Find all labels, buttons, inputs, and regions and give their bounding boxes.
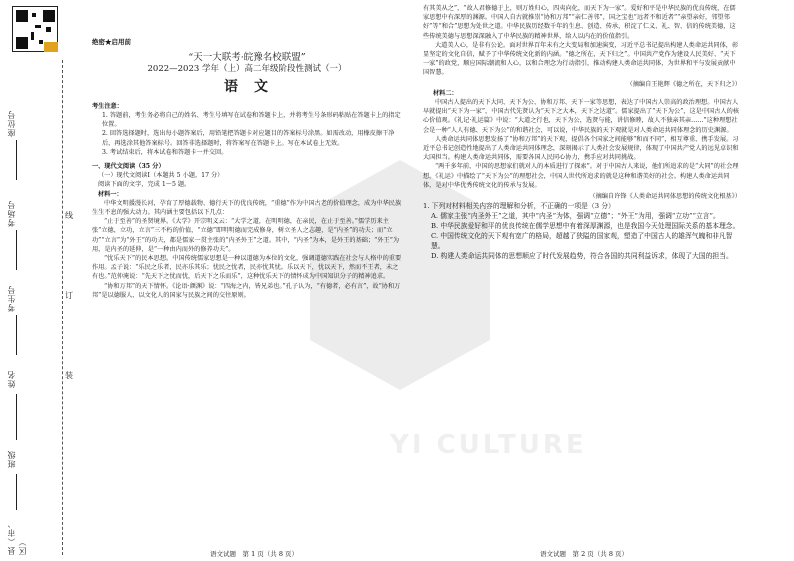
paragraph: “协和万邦”的天下情怀。《论语·颜渊》说：“四海之内，皆兄弟也。”孔子认为，“有德者，必有言”，故“协和万邦”是以德服人、以文化人的国家与民族之间的交往原则。	[92, 282, 401, 299]
option-a: A. 儒家主张“内圣外王”之道，其中“内圣”为体，强调“立德”；“外王”为用，强调“立功”“立言”。	[431, 212, 720, 221]
paragraph: 中华文明援漫长河，孕育了厚德载物、德行天下的优良传统，“重德”作为中国古老的价值理念，成为中华民族生生不息的强大动力。其内涵主要包括以下几点：	[92, 199, 402, 217]
qr-badge	[44, 42, 58, 52]
option-c: C. 中国传统文化的天下观有宽广的格局，超越了狭隘的国家观，塑造了中国古人的雄浑气魄和非凡智慧。	[431, 232, 733, 251]
paragraph: 人类命运共同体思想发扬了“协和万邦”的天下观，提倡各个国家之间能够“和而不同”，相互尊重、携手发展。习近平总书记创造性地提出了人类命运共同体理念，深刻揭示了人类社会发展规律，体现了中国共产党人的远见卓识和大国担当。构建人类命运共同体，需要各国人民同心协力，携手应对共同挑战。	[423, 135, 739, 162]
candidate-number-field: 考生号	[6, 285, 46, 355]
paragraph: 中国古人提出的天下大同、天下为公、协和万邦、天下一家等思想，表达了中国古人崇高的政治理想。中国古人早就提出“天下为一家”，中国古代先贤认为“天下之大本，天下之达道”。儒家提出了“天下为公”，这是中国古人的核心价值观。《礼记·礼运篇》中说：“大道之行也，天下为公，选贤与能，讲信修睦，故人不独亲其亲……”这种理想社会是一种“人人有德、天下为公”的和谐社会，可以说，中华民族的天下观就是对人类命运共同体理念的历史渊源。	[423, 99, 739, 134]
subsection-title: （一）现代文阅读Ⅰ（本题共 5 小题，17 分）	[98, 172, 224, 180]
notes-list	[92, 111, 402, 157]
class-field: 班级	[6, 450, 46, 510]
qr-code	[12, 6, 58, 52]
watermark-text: YI CULTURE	[390, 430, 587, 460]
page-right	[423, 4, 741, 261]
paragraph: “忧乐天下”的民本思想。中国传统儒家思想是一种以道德为本位的文化，强调道德实践在社会与人格中的重要作用。孟子说：“乐民之乐者，民亦乐其乐；忧民之忧者，民亦忧其忧。乐以天下，忧以天下，然而不王者，未之有也。”范仲淹说：“先天下之忧而忧，后天下之乐而乐”，这种忧乐天下的情怀成为中国知识分子的精神追求。	[92, 255, 402, 281]
notes-title: 考生注意：	[92, 102, 123, 110]
paragraph: “止于至善”的圣贤境界。《大学》开宗明义云：“大学之道，在明明德，在亲民，在止于至善。”儒学历来主张“立德，立功，立言”三不朽的价值，“立德”即明明德而完成修身，树立圣人之志趣，是“内圣”的功夫；而“立功”“立言”为“外王”的功夫，都是儒家一贯主张的“内圣外王”之道。其中，“内圣”为本，是外王的基础；“外王”为用，是内圣的延伸，是“一种由内而外的修养功夫”。	[92, 218, 400, 253]
exam-room-field: 考场号	[6, 200, 46, 270]
footer-right: 语文试题 第 2 页（共 8 页）	[540, 550, 629, 558]
instruction: 阅读下面的文字，完成 1～5 题。	[98, 181, 191, 189]
alliance-title: “天一大联考·皖豫名校联盟”	[188, 52, 306, 64]
note-item: 2. 回答选择题时，选出每小题答案后，用铅笔把答题卡对应题目的答案标号涂黑。如需改动，用橡皮擦干净后，再选涂其他答案标号。回答非选择题时，将答案写在答题卡上。写在本试卷上无效。	[102, 130, 395, 147]
secret-label: 绝密★启用前	[92, 38, 131, 46]
binding-dashed-line	[62, 60, 63, 555]
county-field: 县（市、区）	[7, 519, 27, 555]
note-item: 1. 答题前，考生务必将自己的姓名、考生号填写在试卷和答题卡上，并将考生号条形码粘贴在答题卡上的指定位置。	[102, 112, 401, 129]
seat-number-field: 座位号	[6, 110, 46, 180]
source-citation: （摘编自王艳辉《德之所在，天下归之》）	[626, 80, 741, 88]
exam-title: 2022—2023 学年（上）高二年级阶段性测试（一）	[147, 64, 347, 75]
material-title: 材料一：	[98, 190, 123, 198]
option-b: B. 中华民族爱好和平的优良传统在儒学思想中有着深厚渊源，也是我国今天处理国际关系的基本理念。	[431, 222, 740, 231]
paragraph: 有其美从之”，“故人君修德于上，则万姓归心，四夷向化，而天下为一家”。爱好和平是中华民族的优良传统，在儒家思想中有深厚的渊源。中国人自古就推崇“协和万邦”“亲仁善邻”，国之宝也“远者不和近者”“亲望亲好，邻望邻好”等“和合”思想为处世之道。中华民族历经数千年的生息、创造、传承，积淀了仁义、礼、智、信的传统美德，这些传统美德与思想深深融入了中华民族的精神世界，给人以内在的价值指引。	[423, 5, 736, 40]
mark-xian: 线	[65, 211, 73, 220]
page-left	[92, 38, 402, 300]
material-title: 材料二：	[433, 89, 458, 97]
mark-zhuang: 装	[65, 371, 73, 380]
source-citation: （摘编自许锋《人类命运共同体思想的传统文化根基》）	[589, 193, 741, 201]
name-field: 姓名	[6, 370, 46, 440]
paragraph: “两千多年前，中国的思想家们就对人的本质进行了探索”。对于中国古人来说，他们所追求的是“大同”的社会理想。《礼运》中描绘了“天下为公”的理想社会，中国人世代所追求的就是这种和谐美好的社会。构建人类命运共同体，是对中华优秀传统文化的传承与发展。	[423, 163, 739, 189]
paragraph: 大道美人心，是非有公论。面对世界百年未有之大变局和加速演变，习近平总书记提出构建人类命运共同体，彰显坚定的文化自信，赋予了中华传统文化新的内涵。“德之所在，天下归之”。中国共产党作为建设人民美好、“天下一家”的政党，顺应国际潮流和人心，以和合理念为行动指引，推动构建人类命运共同体，为世界和平与发展贡献中国智慧。	[423, 41, 739, 77]
question-stem: 1. 下列对材料相关内容的理解和分析，不正确的一项是（3 分）	[423, 202, 615, 211]
binding-strip	[0, 60, 73, 555]
subject-title: 语文	[224, 78, 284, 95]
option-d: D. 构建人类命运共同体的思想顺应了时代发展趋势，符合各国的共同利益诉求，体现了大国的担当。	[431, 252, 733, 261]
footer-left: 语文试题 第 1 页（共 8 页）	[210, 550, 299, 558]
mark-ding: 订	[65, 291, 73, 300]
question-1	[423, 201, 741, 261]
section-title: 一、现代文阅读（35 分）	[92, 163, 165, 171]
note-item: 3. 考试结束后，将本试卷和答题卡一并交回。	[102, 148, 228, 156]
